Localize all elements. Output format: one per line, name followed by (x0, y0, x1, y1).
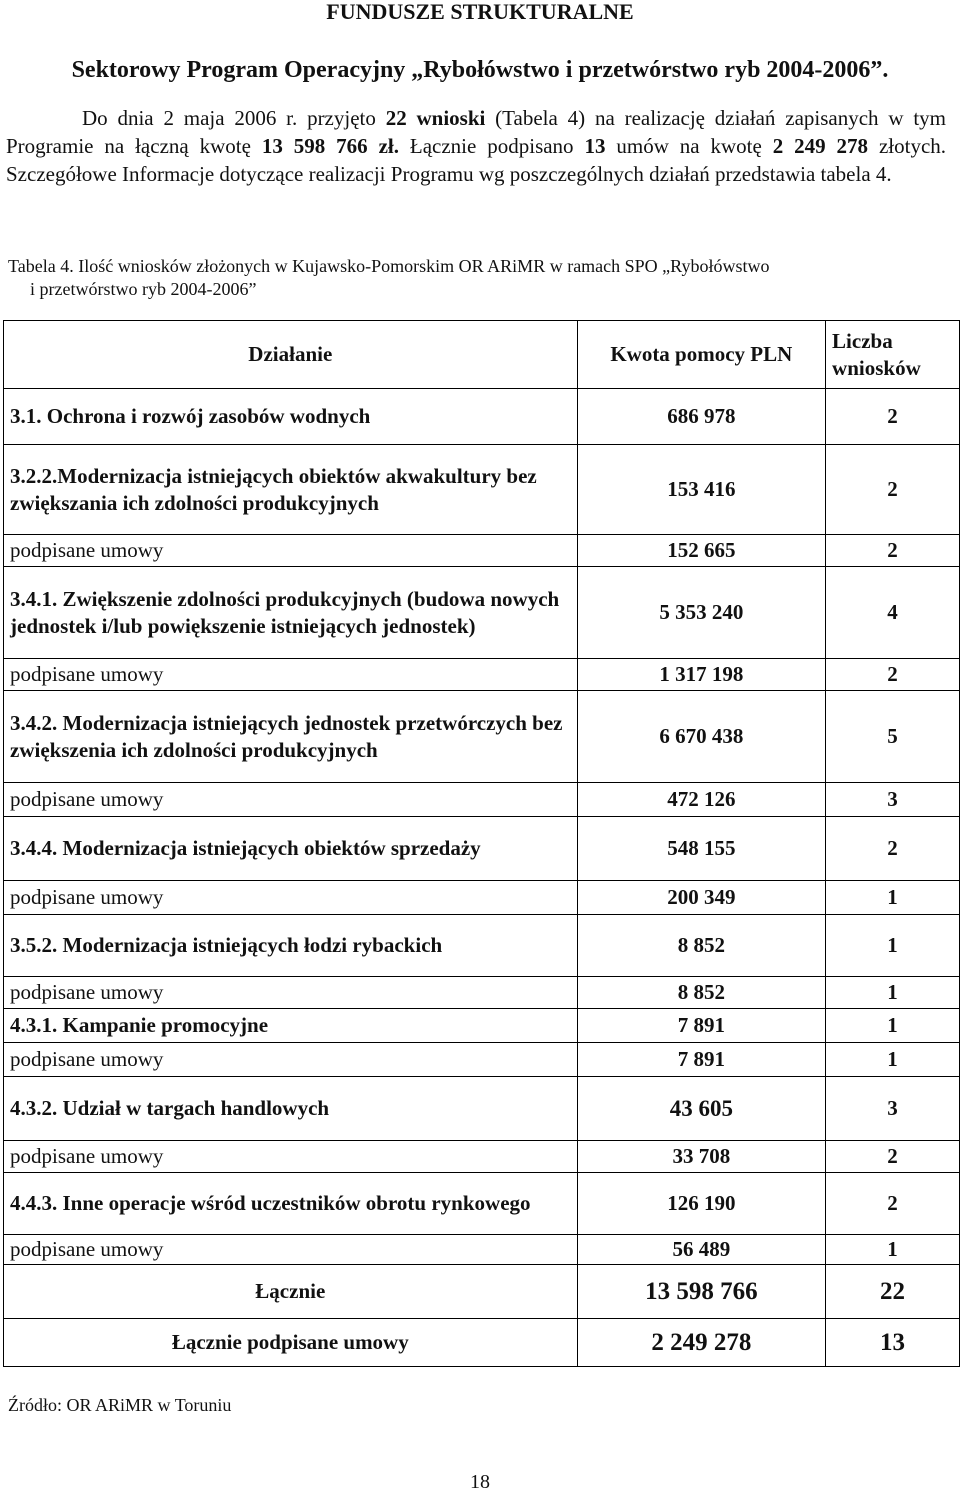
intro-paragraph (6, 104, 946, 188)
row-count: 1 (826, 977, 960, 1009)
row-action: podpisane umowy (4, 881, 578, 915)
row-action: podpisane umowy (4, 535, 578, 567)
total-amount: 13 598 766 (577, 1265, 825, 1319)
row-action: 3.4.4. Modernizacja istniejących obiektów sprzedaży (4, 817, 578, 881)
row-action: 3.2.2.Modernizacja istniejących obiektów akwakultury bez zwiększania ich zdolności produkcyjnych (4, 445, 578, 535)
row-action: podpisane umowy (4, 1141, 578, 1173)
table-row (4, 445, 960, 535)
intro-text-5: Łącznie podpisano (398, 134, 585, 158)
row-action: 4.3.1. Kampanie promocyjne (4, 1009, 578, 1043)
row-count: 4 (826, 567, 960, 659)
row-action: podpisane umowy (4, 1043, 578, 1077)
row-amount: 153 416 (577, 445, 825, 535)
table-row (4, 881, 960, 915)
intro-text-1: Do dnia 2 maja 2006 r. przyjęto (82, 106, 386, 130)
intro-text-2: 22 wnioski (385, 106, 486, 130)
intro-text-6: 13 (584, 134, 606, 158)
row-amount: 5 353 240 (577, 567, 825, 659)
row-count: 1 (826, 1009, 960, 1043)
table-row (4, 1141, 960, 1173)
row-action: 3.4.1. Zwiększenie zdolności produkcyjnych (budowa nowych jednostek i/lub powiększenie istniejących jednostek) (4, 567, 578, 659)
row-action: podpisane umowy (4, 977, 578, 1009)
row-amount: 686 978 (577, 389, 825, 445)
row-action: 3.5.2. Modernizacja istniejących łodzi rybackich (4, 915, 578, 977)
row-action: 4.3.2. Udział w targach handlowych (4, 1077, 578, 1141)
header-action: Działanie (4, 321, 578, 389)
table-row (4, 1077, 960, 1141)
total-signed-count: 13 (826, 1319, 960, 1367)
row-amount: 548 155 (577, 817, 825, 881)
row-amount: 7 891 (577, 1043, 825, 1077)
row-action: podpisane umowy (4, 659, 578, 691)
total-signed-label: Łącznie podpisane umowy (4, 1319, 578, 1367)
row-count: 2 (826, 659, 960, 691)
table-row (4, 1009, 960, 1043)
total-count: 22 (826, 1265, 960, 1319)
row-count: 2 (826, 389, 960, 445)
row-count: 3 (826, 1077, 960, 1141)
row-action: podpisane umowy (4, 1235, 578, 1265)
header-amount: Kwota pomocy PLN (577, 321, 825, 389)
row-amount: 33 708 (577, 1141, 825, 1173)
table-row (4, 783, 960, 817)
row-count: 3 (826, 783, 960, 817)
row-count: 2 (826, 1173, 960, 1235)
row-count: 2 (826, 535, 960, 567)
intro-text-8: 2 249 278 (772, 134, 869, 158)
row-amount: 56 489 (577, 1235, 825, 1265)
total-row (4, 1265, 960, 1319)
table-row (4, 659, 960, 691)
table-row (4, 1043, 960, 1077)
table-row (4, 1173, 960, 1235)
table-row (4, 1235, 960, 1265)
table-row (4, 389, 960, 445)
row-amount: 152 665 (577, 535, 825, 567)
table-header-row (4, 321, 960, 389)
row-action: 3.1. Ochrona i rozwój zasobów wodnych (4, 389, 578, 445)
row-amount: 200 349 (577, 881, 825, 915)
section-header: FUNDUSZE STRUKTURALNE (326, 0, 634, 24)
row-count: 2 (826, 817, 960, 881)
row-action: podpisane umowy (4, 783, 578, 817)
table-row (4, 817, 960, 881)
table-row (4, 535, 960, 567)
intro-text-7: umów na kwotę (605, 134, 773, 158)
row-amount: 8 852 (577, 977, 825, 1009)
row-count: 1 (826, 1235, 960, 1265)
total-signed-row (4, 1319, 960, 1367)
row-amount: 472 126 (577, 783, 825, 817)
intro-text-4: 13 598 766 zł. (261, 134, 399, 158)
source-note: Źródło: OR ARiMR w Toruniu (8, 1395, 232, 1415)
row-amount: 6 670 438 (577, 691, 825, 783)
row-count: 5 (826, 691, 960, 783)
row-amount: 1 317 198 (577, 659, 825, 691)
row-count: 1 (826, 881, 960, 915)
row-amount: 8 852 (577, 915, 825, 977)
table-row (4, 567, 960, 659)
table-row (4, 915, 960, 977)
row-count: 1 (826, 915, 960, 977)
table-caption: Tabela 4. Ilość wniosków złożonych w Kujawsko-Pomorskim OR ARiMR w ramach SPO „Rybołówstwo (8, 256, 770, 276)
row-amount: 126 190 (577, 1173, 825, 1235)
row-action: 3.4.2. Modernizacja istniejących jednostek przetwórczych bez zwiększenia ich zdolności produkcyjnych (4, 691, 578, 783)
intro-text-3: (Tabela 4) na realizację działań zapisanych w tym Programie na łączną kwotę (6, 106, 946, 158)
table-row (4, 977, 960, 1009)
total-label: Łącznie (4, 1265, 578, 1319)
header-count: Liczba wniosków (826, 321, 960, 389)
row-amount: 43 605 (577, 1077, 825, 1141)
table-row (4, 691, 960, 783)
aid-table (3, 320, 960, 1367)
table-caption-cont: i przetwórstwo ryb 2004-2006” (30, 279, 257, 299)
row-count: 2 (826, 445, 960, 535)
total-signed-amount: 2 249 278 (577, 1319, 825, 1367)
row-count: 2 (826, 1141, 960, 1173)
row-action: 4.4.3. Inne operacje wśród uczestników obrotu rynkowego (4, 1173, 578, 1235)
row-count: 1 (826, 1043, 960, 1077)
row-amount: 7 891 (577, 1009, 825, 1043)
program-title: Sektorowy Program Operacyjny „Rybołówstwo i przetwórstwo ryb 2004-2006”. (71, 57, 889, 83)
intro-text-9: złotych. Szczegółowe Informacje dotyczące realizacji Programu wg poszczególnych działań przedstawia tabela 4. (6, 134, 947, 186)
page-number: 18 (470, 1471, 490, 1493)
